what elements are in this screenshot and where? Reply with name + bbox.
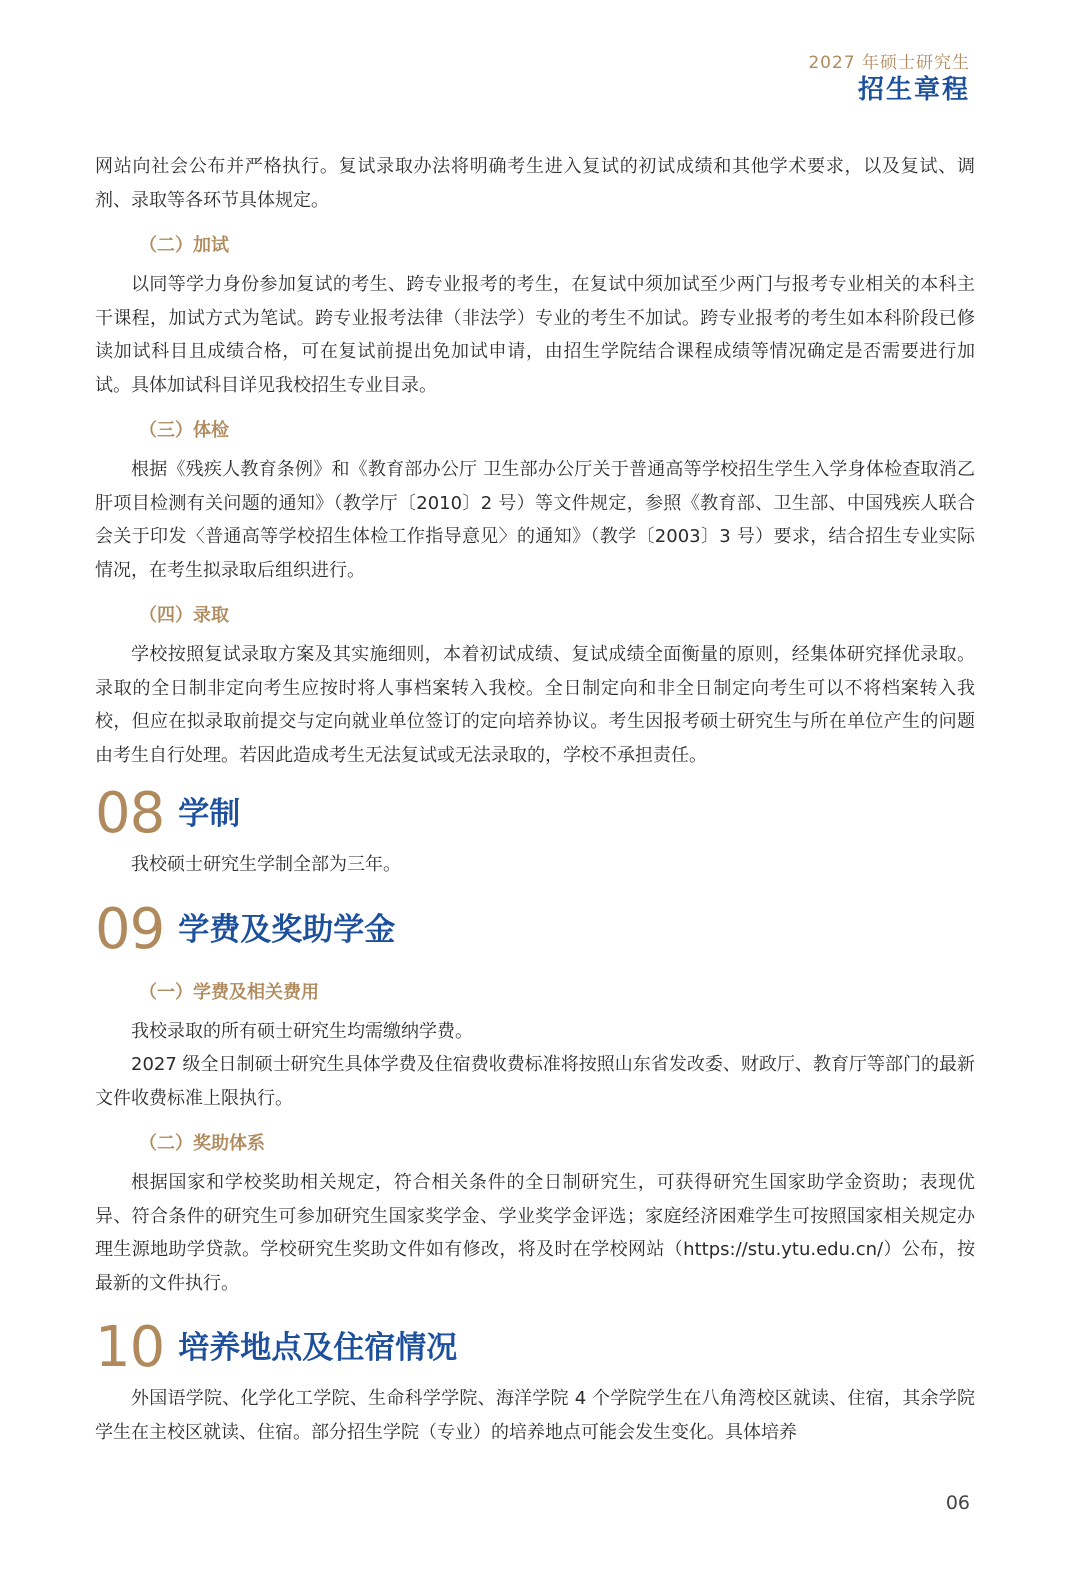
subheading-admission: （四）录取 — [139, 605, 229, 626]
header-title: 招生章程 — [857, 75, 970, 105]
scholarship-paragraph: 根据国家和学校奖助相关规定，符合相关条件的全日制研究生，可获得研究生国家助学金资助；表现优异、符合条件的研究生可参加研究生国家奖学金、学业奖学金评选；家庭经济困难学生可按照国家相关规定办理生源地助学贷款。学校研究生奖助文件如有修改，将及时在学校网站（https://stu.ytu.edu.cn/）公布，按最新的文件执行。 — [95, 1172, 975, 1294]
section-09-heading — [95, 896, 975, 964]
section-10-heading — [95, 1314, 975, 1382]
physical-exam-paragraph: 根据《残疾人教育条例》和《教育部办公厅 卫生部办公厅关于普通高等学校招生学生入学身体检查取消乙肝项目检测有关问题的通知》（教学厅〔2010〕2 号）等文件规定，参照《教育部、卫生部、中国残疾人联合会关于印发〈普通高等学校招生体检工作指导意见〉的通知》（教学〔2003〕3 号）要求，结合招生专业实际情况，在考生拟录取后组织进行。 — [95, 459, 975, 581]
section-09-title: 学费及奖助学金 — [178, 911, 396, 948]
page-header — [808, 52, 970, 106]
section-10-number: 10 — [95, 1315, 165, 1380]
section-10-title: 培养地点及住宿情况 — [178, 1330, 458, 1366]
admission-paragraph: 学校按照复试录取方案及其实施细则，本着初试成绩、复试成绩全面衡量的原则，经集体研究择优录取。录取的全日制非定向考生应按时将人事档案转入我校。全日制定向和非全日制定向考生可以不将档案转入我校，但应在拟录取前提交与定向就业单位签订的定向培养协议。考生因报考硕士研究生与所在单位产生的问题由考生自行处理。若因此造成考生无法复试或无法录取的，学校不承担责任。 — [95, 644, 975, 766]
section-10-paragraph: 外国语学院、化学化工学院、生命科学学院、海洋学院 4 个学院学生在八角湾校区就读、住宿，其余学院学生在主校区就读、住宿。部分招生学院（专业）的培养地点可能会发生变化。具体培养 — [95, 1388, 975, 1443]
subheading-scholarship: （二）奖助体系 — [139, 1133, 265, 1154]
section-08-number: 08 — [95, 781, 165, 846]
subheading-tuition: （一）学费及相关费用 — [139, 981, 319, 1003]
subheading-physical-exam: （三）体检 — [139, 420, 229, 441]
section-08-title: 学制 — [178, 796, 241, 832]
intro-paragraph: 网站向社会公布并严格执行。复试录取办法将明确考生进入复试的初试成绩和其他学术要求，以及复试、调剂、录取等各环节具体规定。 — [95, 156, 975, 211]
main-content — [95, 150, 975, 1449]
section-09-number: 09 — [95, 896, 165, 962]
section-08-paragraph: 我校硕士研究生学制全部为三年。 — [131, 854, 401, 875]
page-number: 06 — [945, 1492, 970, 1514]
header-year: 2027 年硕士研究生 — [808, 53, 970, 73]
subheading-extra-exam: （二）加试 — [139, 235, 229, 256]
extra-exam-paragraph: 以同等学力身份参加复试的考生、跨专业报考的考生，在复试中须加试至少两门与报考专业相关的本科主干课程，加试方式为笔试。跨专业报考法律（非法学）专业的考生不加试。跨专业报考的考生如本科阶段已修读加试科目且成绩合格，可在复试前提出免加试申请，由招生学院结合课程成绩等情况确定是否需要进行加试。具体加试科目详见我校招生专业目录。 — [95, 274, 975, 396]
section-08-heading — [95, 780, 975, 848]
tuition-paragraph-2: 2027 级全日制硕士研究生具体学费及住宿费收费标准将按照山东省发改委、财政厅、教育厅等部门的最新文件收费标准上限执行。 — [95, 1054, 975, 1109]
tuition-paragraph-1: 我校录取的所有硕士研究生均需缴纳学费。 — [131, 1020, 473, 1042]
